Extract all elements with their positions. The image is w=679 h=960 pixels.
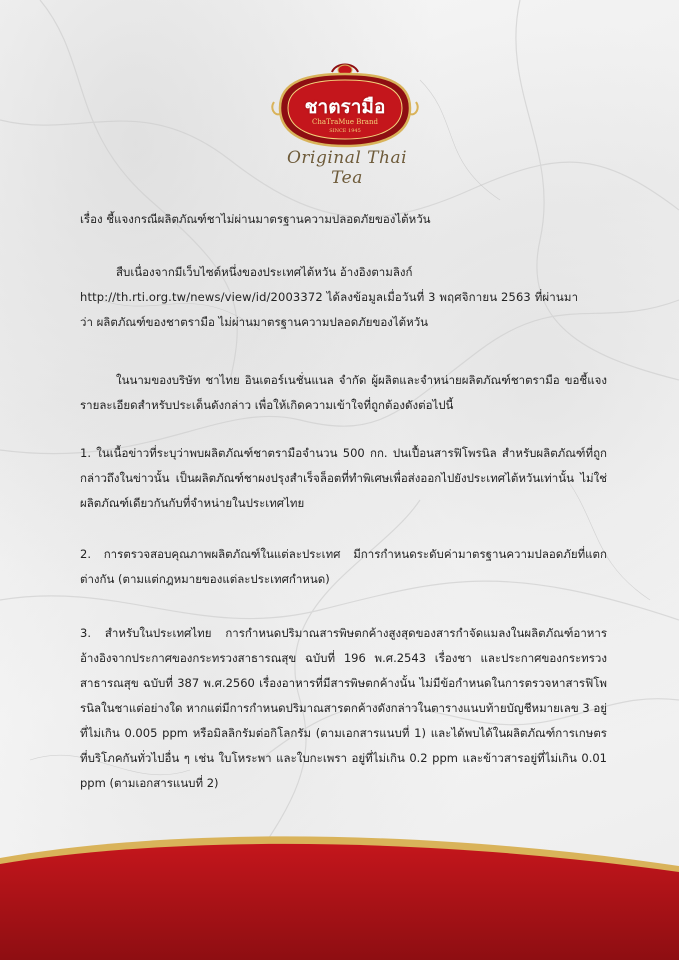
brand-since: SINCE 1945 — [329, 128, 361, 134]
paragraph-statement: ในนามของบริษัท ชาไทย อินเตอร์เนชั่นแนล จำกัด ผู้ผลิตและจำหน่ายผลิตภัณฑ์ชาตรามือ ขอชี้แจงรายละเอียดสำหรับประเด็นดังกล่าว เพื่อให้เกิดความเข้าใจที่ถูกต้องดังต่อไปนี้ — [80, 373, 607, 412]
brand-name-latin: ChaTraMue Brand — [312, 118, 378, 126]
paragraph-intro-line-2: http://th.rti.org.tw/news/view/id/2003372 ได้ลงข้อมูลเมื่อวันที่ 3 พฤศจิกายน 2563 ที่ผ่านมา — [80, 290, 579, 304]
point-3: 3. สำหรับในประเทศไทย การกำหนดปริมาณสารพิษตกค้างสูงสุดของสารกำจัดแมลงในผลิตภัณฑ์อาหาร อ้างอิงจากประกาศของกระทรวงสาธารณสุข ฉบับที่ 196 พ.ศ.2543 เรื่องชา และประกาศของกระทรวงสาธารณสุข ฉบับที่ 387 พ.ศ.2560 เรื่องอาหารที่มีสารพิษตกค้างนั้น ไม่มีข้อกำหนดในการตรวจหาสารฟิโพรนิลในชาแต่อย่างใด หากแต่มีการกำหนดปริมาณสารตกค้างดังกล่าวในตารางแนบท้ายบัญชีหมายเลข 3 อยู่ที่ไม่เกิน 0.005 ppm หรือมิลลิกรัมต่อกิโลกรัม (ตามเอกสารแนบที่ 1) และได้พบได้ในผลิตภัณฑ์การเกษตรที่บริโภคกันทั่วไปอื่น ๆ เช่น ใบโหระพา และใบกะเพรา อยู่ที่ไม่เกิน 0.2 ppm และข้าวสารอยู่ที่ไม่เกิน 0.01 ppm (ตามเอกสารแนบที่ 2) — [80, 626, 607, 790]
point-2: 2. การตรวจสอบคุณภาพผลิตภัณฑ์ในแต่ละประเทศ มีการกำหนดระดับค่ามาตรฐานความปลอดภัยที่แตกต่างกัน (ตามแต่กฎหมายของแต่ละประเทศกำหนด) — [80, 547, 607, 586]
brand-name-thai: ชาตรามือ — [304, 96, 386, 118]
paragraph-intro-line-3: ว่า ผลิตภัณฑ์ของชาตรามือ ไม่ผ่านมาตรฐานความปลอดภัยของไต้หวัน — [80, 315, 429, 329]
footer-red-band — [0, 828, 679, 960]
letter-subject: เรื่อง ชี้แจงกรณีผลิตภัณฑ์ชาไม่ผ่านมาตรฐานความปลอดภัยของไต้หวัน — [80, 212, 431, 226]
paragraph-intro-line-1: สืบเนื่องจากมีเว็บไซต์หนึ่งของประเทศไต้หวัน อ้างอิงตามลิงก์ — [116, 265, 413, 279]
point-1: 1. ในเนื้อข่าวที่ระบุว่าพบผลิตภัณฑ์ชาตรามือจำนวน 500 กก. ปนเปื้อนสารฟิโพรนิล สำหรับผลิตภัณฑ์ที่ถูกกล่าวถึงในข่าวนั้น เป็นผลิตภัณฑ์ชาผงปรุงสำเร็จล็อตที่ทำพิเศษเพื่อส่งออกไปยังประเทศไต้หวันเท่านั้น ไม่ใช่ผลิตภัณฑ์เดียวกันกับที่จำหน่ายในประเทศไทย — [80, 446, 607, 510]
paragraph-intro — [80, 260, 607, 335]
brand-tagline: Original Thai Tea — [286, 148, 408, 188]
